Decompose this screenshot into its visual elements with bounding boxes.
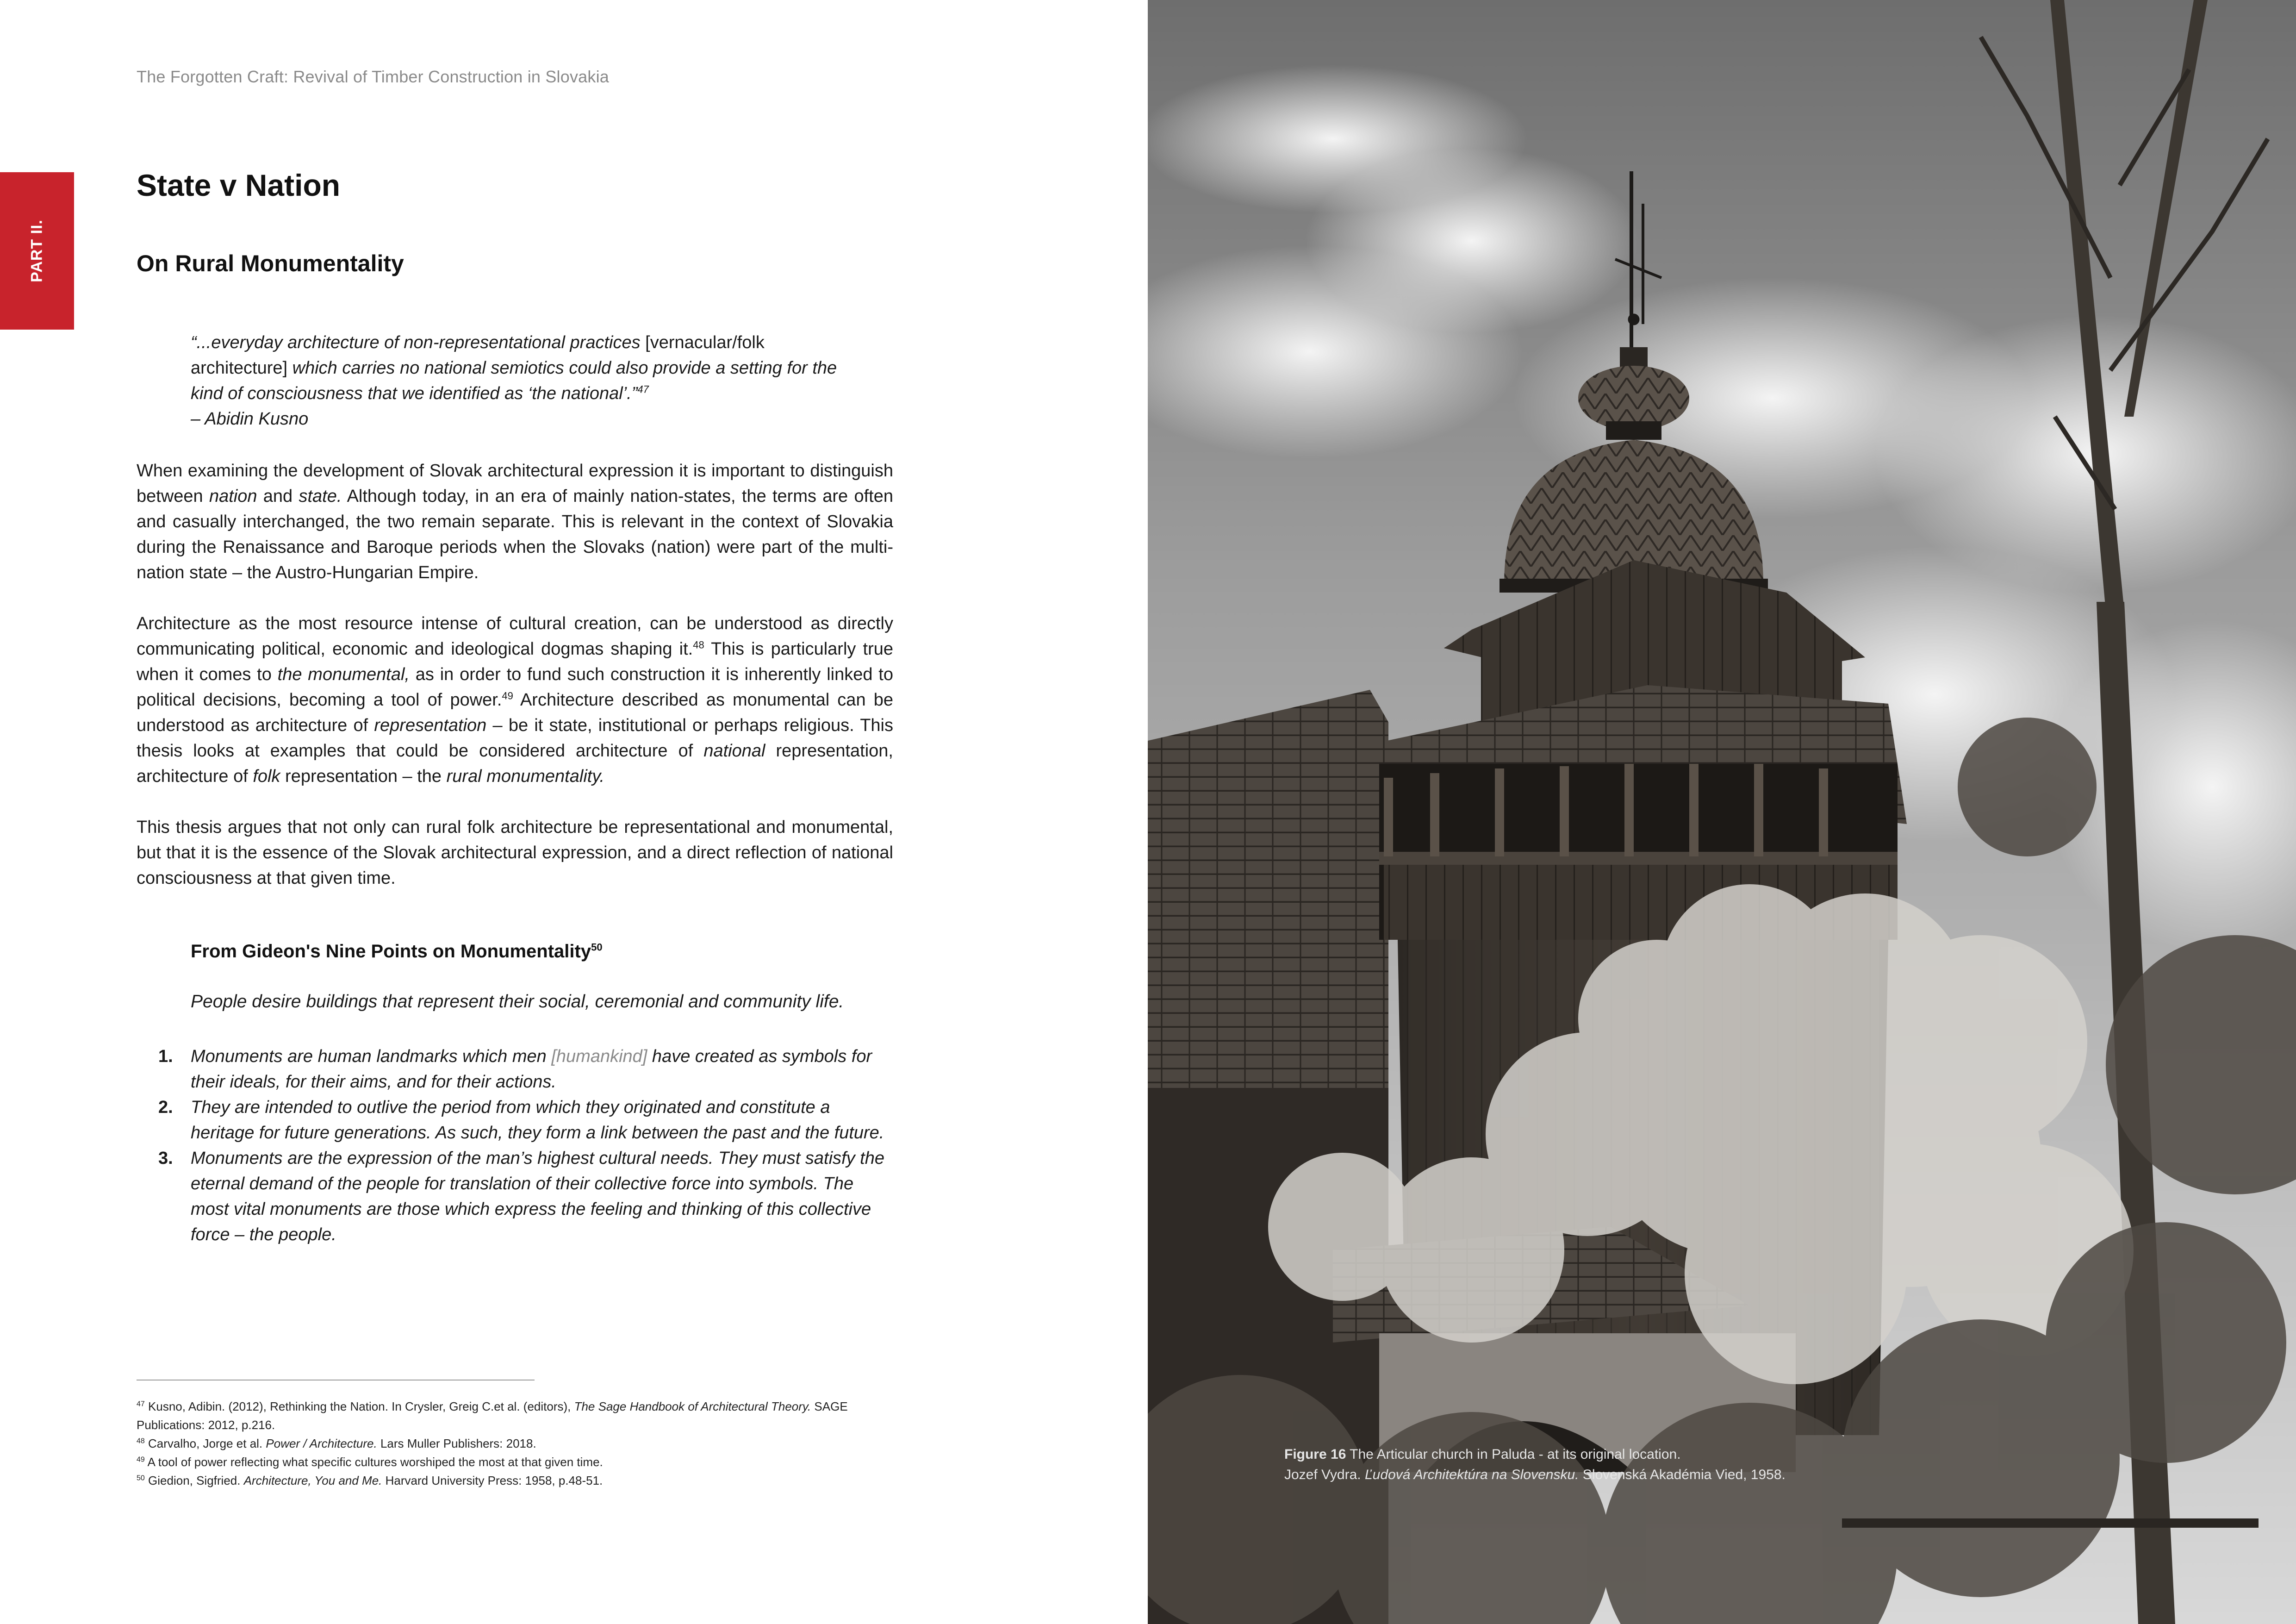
part-tab — [0, 172, 74, 330]
caption-text: Slovenská Akadémia Vied, 1958. — [1579, 1467, 1786, 1482]
footnote-text: Giedion, Sigfried. — [148, 1474, 244, 1487]
list-item-number: 3. — [158, 1149, 173, 1168]
p1-em-state: state. — [299, 487, 342, 506]
footnote-text: Lars Muller Publishers: 2018. — [377, 1437, 536, 1450]
footnote-text: Carvalho, Jorge et al. — [148, 1437, 266, 1450]
p2-text: Architecture as the most resource intense of cultural creation, can be understood as directly communicating political, economic and ideological dogmas shaping it. — [137, 614, 893, 659]
photo-illustration — [1148, 0, 2296, 1624]
section-subtitle: On Rural Monumentality — [137, 250, 404, 276]
footnote-text: Harvard University Press: 1958, p.48-51. — [382, 1474, 603, 1487]
epigraph-text-bracket: [vernacular/folk architecture] — [191, 333, 765, 378]
p2-text: representation, architecture of — [137, 741, 893, 786]
epigraph-text-a: “...everyday architecture of non-representational practices — [191, 333, 646, 352]
caption-text: Jozef Vydra. — [1284, 1467, 1365, 1482]
footnote-number: 48 — [137, 1437, 145, 1445]
footnote-number: 50 — [137, 1474, 145, 1482]
gideon-points-list — [153, 1044, 893, 1248]
p2-text: This is particularly true when it comes to — [137, 639, 893, 684]
gideon-heading-text: From Gideon's Nine Points on Monumentality — [191, 941, 591, 962]
list-item-text: They are intended to outlive the period from which they originated and constitute a heritage for future generations. As such, they form a link between the past and the future. — [191, 1098, 884, 1143]
list-item-number: 2. — [158, 1098, 173, 1117]
list-item-bracket: [humankind] — [551, 1047, 647, 1066]
p1-em-nation: nation — [209, 487, 257, 506]
caption-line-2 — [1284, 1465, 1932, 1485]
footnote-50 — [137, 1471, 896, 1490]
p2-em: the monumental, — [277, 665, 410, 684]
p1-text: Although today, in an era of mainly nation-states, the terms are often and casually interchanged, the two remain separate. This is relevant in the context of Slovakia during the Renaissance and Baroque periods when the Slovaks (nation) were part of the multi-nation state – the Austro-Hungarian Empire. — [137, 487, 893, 582]
epigraph-quote — [191, 330, 839, 432]
running-header: The Forgotten Craft: Revival of Timber Construction in Slovakia — [137, 67, 610, 86]
footnote-title: Architecture, You and Me. — [243, 1474, 382, 1487]
caption-text: The Articular church in Paluda - at its original location. — [1346, 1447, 1681, 1462]
p2-text: – be it state, institutional or perhaps religious. This thesis looks at examples that could be considered architecture of — [137, 716, 893, 761]
footnote-title: The Sage Handbook of Architectural Theory. — [574, 1399, 811, 1413]
footnote-text: Kusno, Adibin. (2012), Rethinking the Nation. In Crysler, Greig C.et al. (editors), — [148, 1399, 574, 1413]
footnote-text: SAGE Publications: 2012, p.216. — [137, 1399, 848, 1432]
list-item — [153, 1095, 893, 1146]
footnote-49 — [137, 1453, 896, 1471]
p1-text: When examining the development of Slovak architectural expression it is important to distinguish between — [137, 461, 893, 506]
p2-text: Architecture described as monumental can be understood as architecture of — [137, 690, 893, 735]
page-title: State v Nation — [137, 168, 341, 202]
p2-text: as in order to fund such construction it is inherently linked to political decisions, becoming a tool of power. — [137, 665, 893, 710]
footnote-ref-48: 48 — [693, 639, 704, 651]
p2-em: representation — [374, 716, 487, 735]
p2-em: national — [703, 741, 765, 761]
footnote-ref-50: 50 — [591, 941, 603, 953]
caption-label: Figure 16 — [1284, 1447, 1346, 1462]
paragraph-nation-state — [137, 458, 893, 586]
list-item-text: have created as symbols for their ideals, for their aims, and for their actions. — [191, 1047, 872, 1092]
footnote-48 — [137, 1434, 896, 1453]
paragraph-thesis-argument: This thesis argues that not only can rural folk architecture be representational and monumental, but that it is the essence of the Slovak architectural expression, and a direct reflection of national consciousness at that given time. — [137, 818, 893, 888]
epigraph-attribution: – Abidin Kusno — [191, 409, 309, 429]
footnote-number: 47 — [137, 1400, 145, 1408]
gideon-lead: People desire buildings that represent their social, ceremonial and community life. — [191, 992, 844, 1012]
list-item-text: Monuments are the expression of the man’s highest cultural needs. They must satisfy the eternal demand of the people for translation of their collective force into symbols. The most vital monuments are those which express the feeling and thinking of this collective force – the people. — [191, 1149, 884, 1244]
footnotes — [137, 1397, 896, 1490]
caption-line-1 — [1284, 1444, 1932, 1465]
p1-text: and — [257, 487, 299, 506]
figure-caption — [1284, 1444, 1932, 1485]
p2-em: rural monumentality. — [446, 767, 605, 786]
list-item — [153, 1044, 893, 1095]
list-item-text: Monuments are human landmarks which men — [191, 1047, 552, 1066]
footnote-47 — [137, 1397, 896, 1434]
epigraph-footnote-ref: 47 — [637, 383, 649, 395]
list-item-number: 1. — [158, 1047, 173, 1066]
footnote-title: Power / Architecture. — [266, 1437, 377, 1450]
footnote-ref-49: 49 — [502, 690, 513, 702]
part-tab-label: PART II. — [28, 219, 46, 282]
church-photograph — [1148, 0, 2296, 1624]
fence — [1842, 1518, 2259, 1528]
paragraph-architecture-power — [137, 611, 893, 789]
epigraph-text-c: which carries no national semiotics could also provide a setting for the kind of consciousness that we identified as ‘the national’.” — [191, 358, 837, 403]
gideon-heading — [191, 941, 603, 962]
footnote-number: 49 — [137, 1455, 145, 1464]
p2-text: representation – the — [280, 767, 447, 786]
caption-title: Ľudová Architektúra na Slovensku. — [1364, 1467, 1579, 1482]
footnote-text: A tool of power reflecting what specific cultures worshiped the most at that given time. — [147, 1455, 603, 1469]
list-item — [153, 1146, 893, 1248]
p2-em: folk — [253, 767, 280, 786]
